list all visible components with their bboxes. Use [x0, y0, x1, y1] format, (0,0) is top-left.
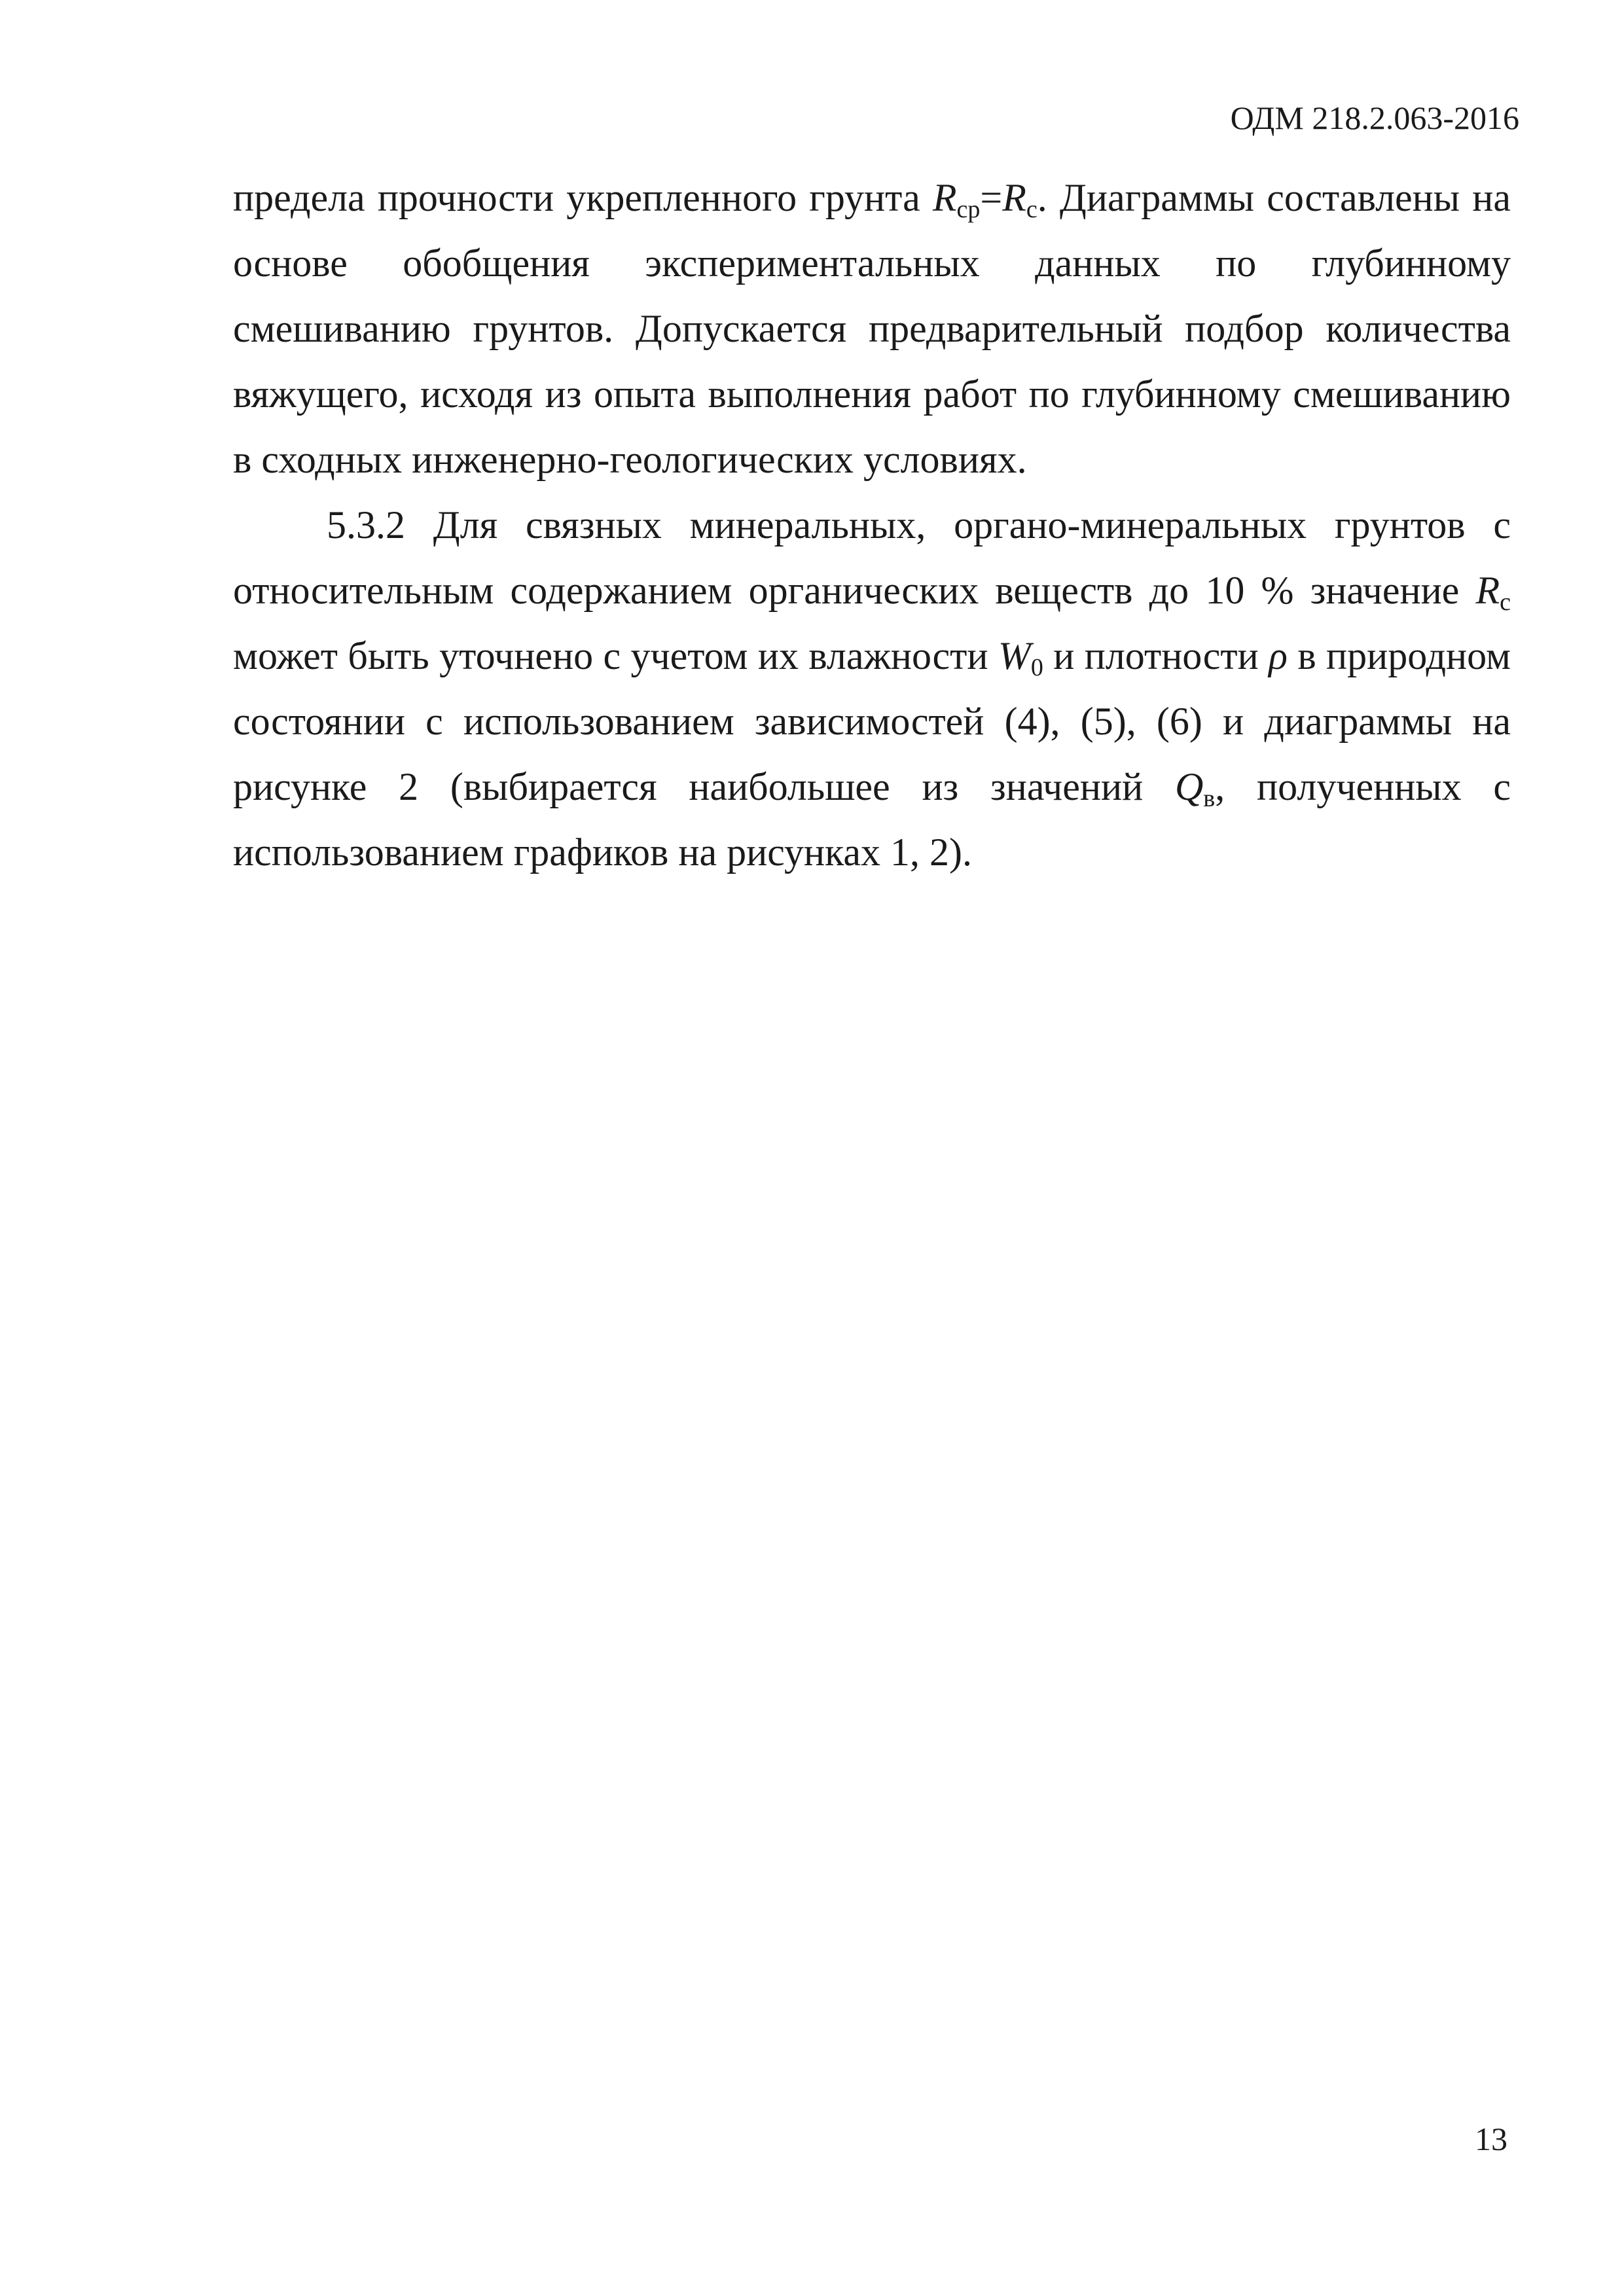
subscript-v: в: [1203, 785, 1216, 812]
equals-sign: =: [980, 176, 1003, 219]
paragraph-2-text-2: может быть уточнено с учетом их влажности: [233, 634, 998, 677]
page-number: 13: [1475, 2121, 1507, 2157]
paragraph-2-text-5: , полученных с использованием графиков на рисунках 1, 2).: [233, 765, 1511, 874]
subscript-0: 0: [1030, 654, 1043, 681]
body-text: [233, 165, 1511, 885]
paragraph-2-text-4: в природном состоянии с использованием зависимостей (4), (5), (6) и диаграммы на рисунке 2 (выбирается наибольшее из значений: [233, 634, 1511, 808]
subscript-c: c: [1500, 588, 1511, 616]
paragraph-2-text-1: 5.3.2 Для связных минеральных, органо-минеральных грунтов с относительным содержанием органических веществ до 10 % значение: [233, 503, 1511, 612]
symbol-rho: ρ: [1269, 634, 1288, 677]
paragraph-1: [233, 165, 1511, 492]
subscript-s: с: [1026, 196, 1038, 223]
paragraph-2-text-3: и плотности: [1043, 634, 1269, 677]
document-code: ОДМ 218.2.063-2016: [1230, 99, 1519, 136]
paragraph-1-text-1: предела прочности укрепленного грунта: [233, 176, 933, 219]
symbol-r: R: [1475, 569, 1500, 612]
symbol-r: R: [1002, 176, 1026, 219]
paragraph-2: [233, 492, 1511, 885]
symbol-r: R: [932, 176, 957, 219]
subscript-sr: ср: [956, 196, 981, 223]
paragraph-1-text-2: . Диаграммы составлены на основе обобщения экспериментальных данных по глубинному смешиванию грунтов. Допускается предварительный подбор количества вяжущего, исходя из опыта выполнения работ по глубинному смешиванию в сходных инженерно-геологических условиях.: [233, 176, 1511, 481]
symbol-w: W: [998, 634, 1031, 677]
symbol-q: Q: [1174, 765, 1204, 808]
